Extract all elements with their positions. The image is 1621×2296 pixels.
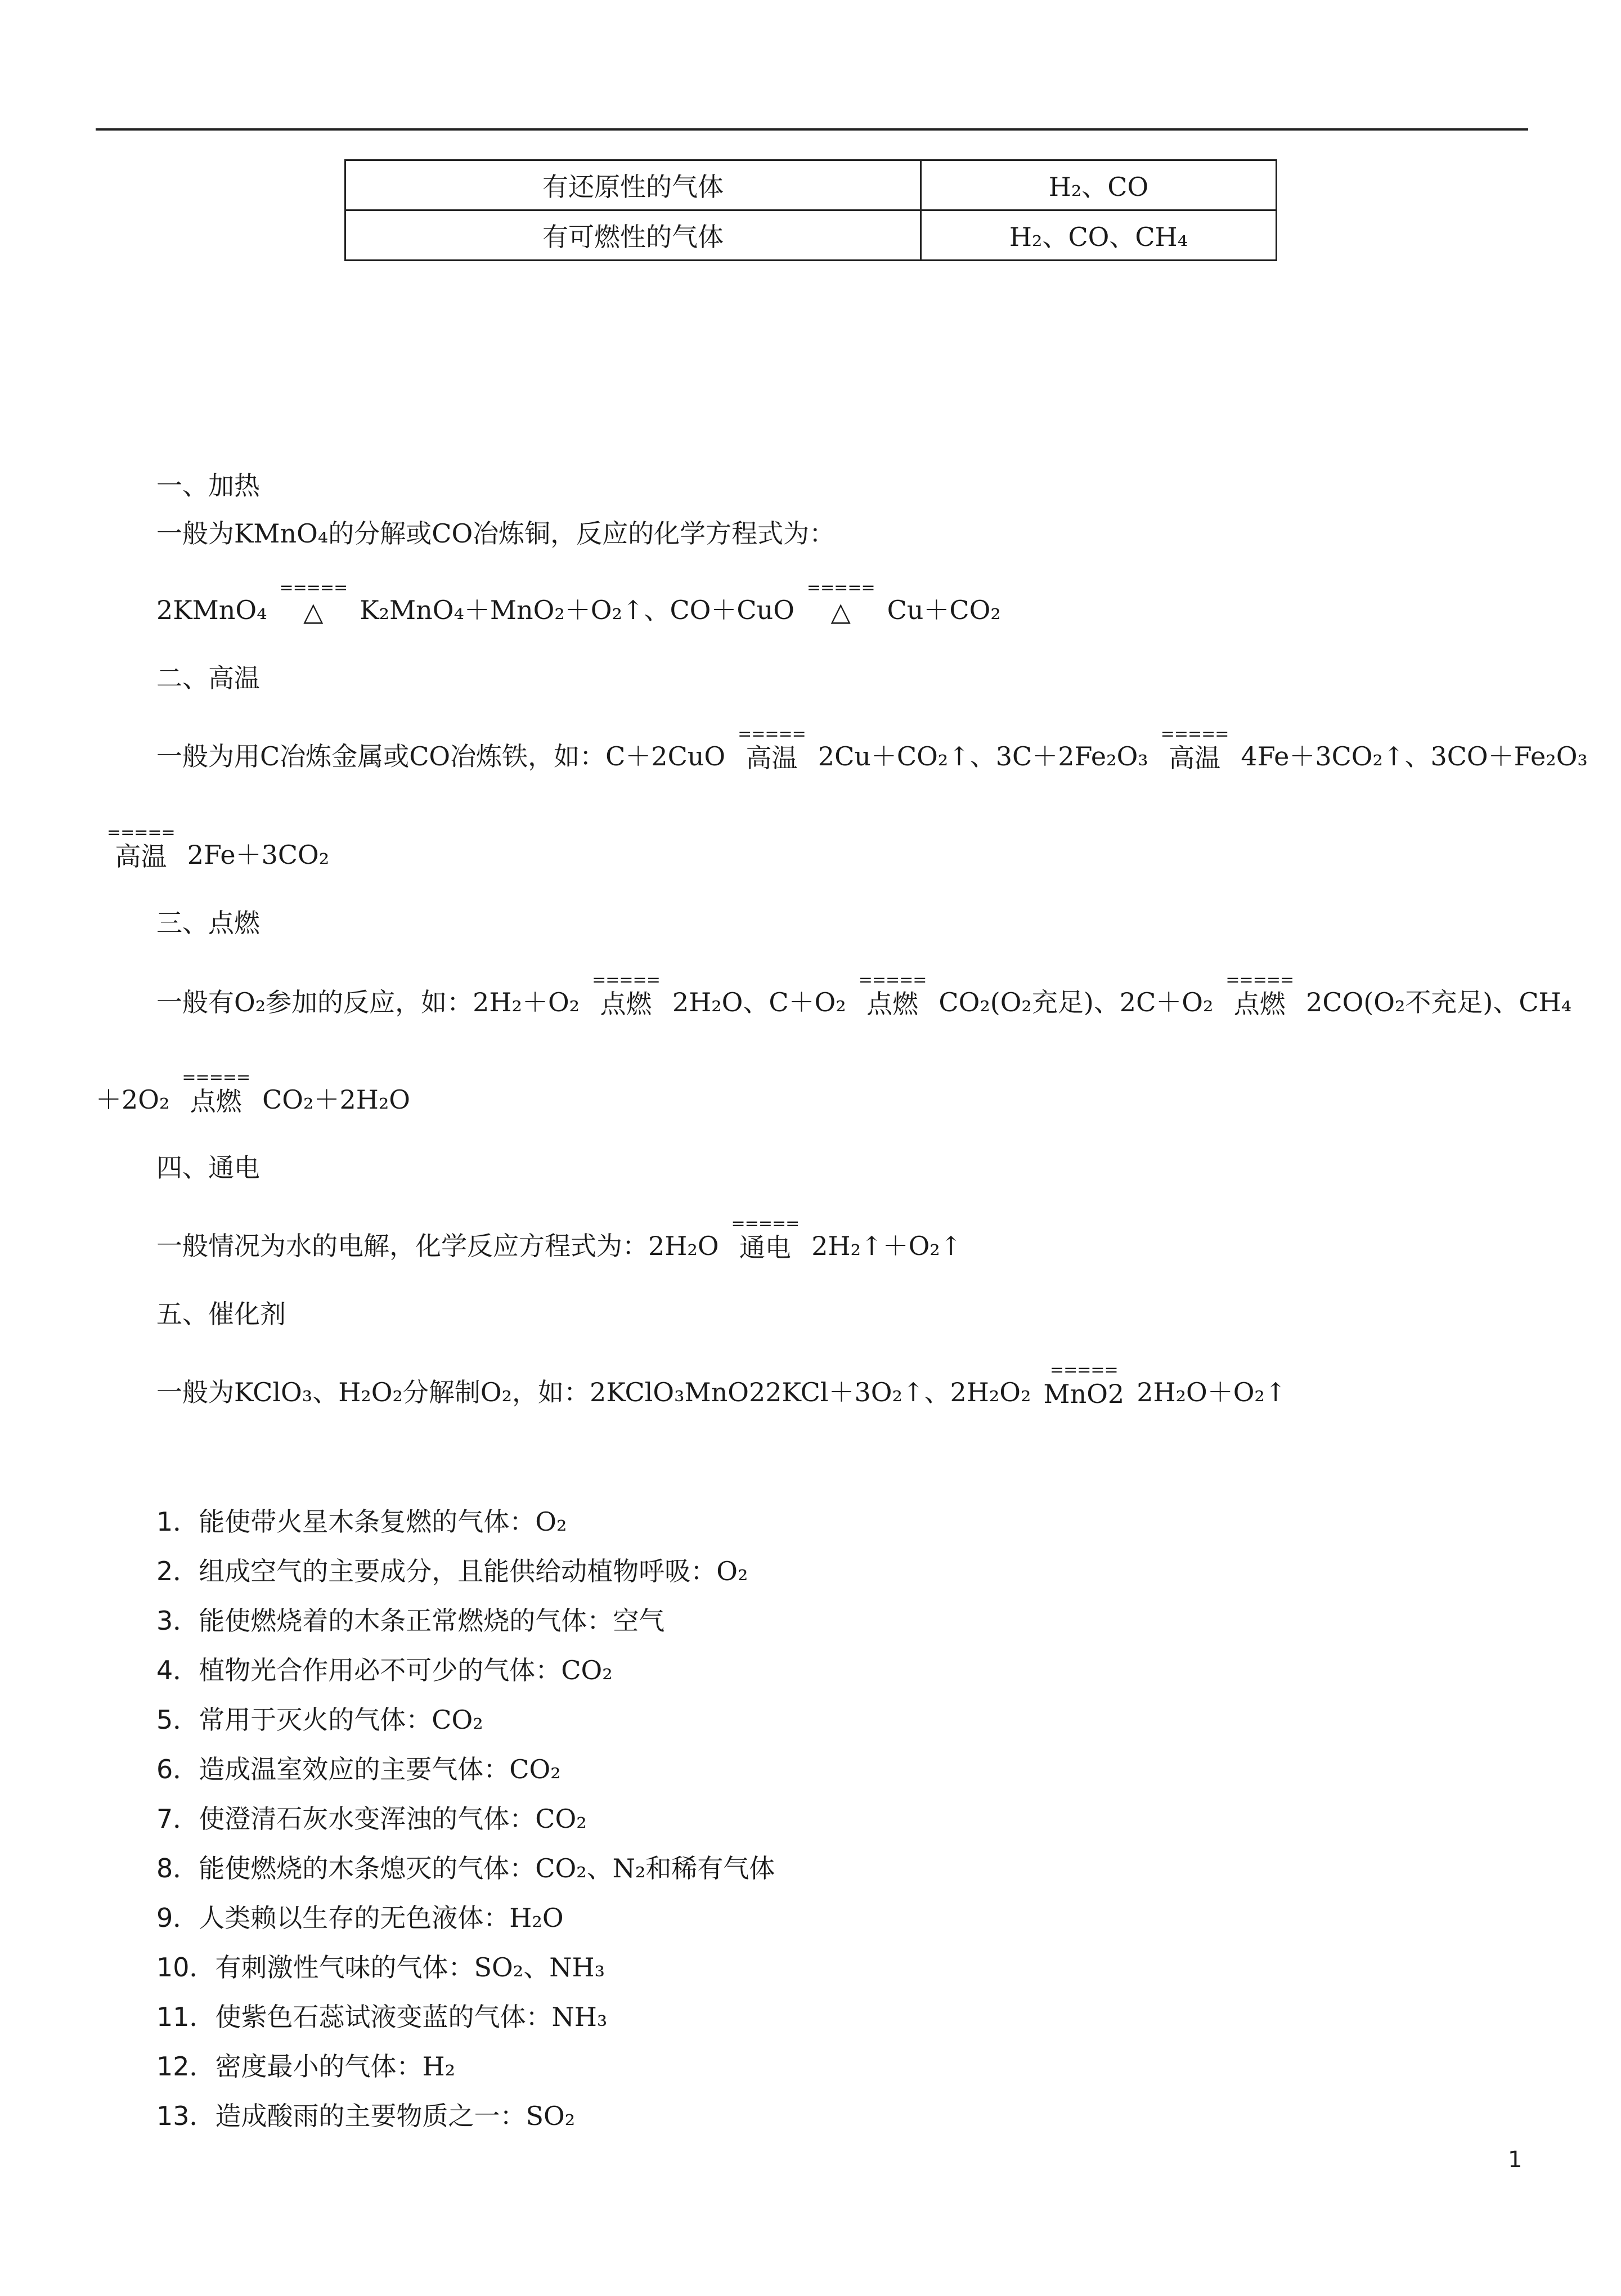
- table-cell-gases: H₂、CO: [921, 160, 1277, 210]
- list-number: 5．: [156, 1705, 199, 1735]
- list-item: [156, 1893, 775, 1943]
- equation-text: 一般为用C冶炼金属或CO冶炼铁，如：C＋2CuO: [156, 741, 726, 772]
- list-number: 9．: [156, 1903, 199, 1933]
- equation-text: 2Fe＋3CO₂: [187, 840, 330, 870]
- reaction-condition: [107, 824, 175, 872]
- section-heading-electrolysis: 四、通电: [156, 1153, 260, 1183]
- equation-text: CO₂(O₂充足)、2C＋O₂: [939, 987, 1214, 1017]
- list-text: 植物光合作用必不可少的气体：CO₂: [199, 1655, 613, 1685]
- equation-text: 2Cu＋CO₂↑、3C＋2Fe₂O₃: [818, 741, 1148, 772]
- equation-text: 2CO(O₂不充足)、CH₄: [1306, 987, 1572, 1017]
- list-item: [156, 1695, 775, 1745]
- equation-bar: =====: [1160, 724, 1229, 744]
- equation-text: CO₂＋2H₂O: [262, 1084, 410, 1115]
- list-number: 2．: [156, 1556, 199, 1586]
- list-item: [156, 1546, 775, 1596]
- page-number: 1: [1508, 2147, 1523, 2173]
- list-number: 1．: [156, 1506, 199, 1537]
- condition-label: 通电: [739, 1232, 791, 1263]
- ignition-equations: [156, 972, 1571, 1019]
- list-item: [156, 2091, 775, 2141]
- condition-label: △: [303, 597, 324, 627]
- list-text: 使澄清石灰水变浑浊的气体：CO₂: [199, 1804, 587, 1834]
- list-text: 造成酸雨的主要物质之一：SO₂: [215, 2101, 576, 2131]
- heating-intro: 一般为KMnO₄的分解或CO冶炼铜，反应的化学方程式为：: [156, 518, 836, 549]
- reaction-condition: [859, 972, 927, 1019]
- equation-text: 2H₂O＋O₂↑: [1137, 1377, 1287, 1407]
- condition-label: 高温: [746, 743, 798, 773]
- reaction-condition: [1161, 726, 1229, 773]
- gas-property-table: [344, 159, 1277, 261]
- reaction-condition: [807, 580, 875, 627]
- list-number: 8．: [156, 1853, 199, 1884]
- equation-bar: =====: [1049, 1360, 1118, 1380]
- equation-bar: =====: [1225, 970, 1294, 990]
- section-heading-high-temp: 二、高温: [156, 663, 260, 693]
- equation-text: K₂MnO₄＋MnO₂＋O₂↑、CO＋CuO: [360, 595, 794, 625]
- list-number: 10．: [156, 1952, 215, 1983]
- reaction-condition: [592, 972, 660, 1019]
- list-text: 使紫色石蕊试液变蓝的气体：NH₃: [215, 2002, 608, 2032]
- condition-label: 点燃: [600, 989, 652, 1019]
- list-item: [156, 1844, 775, 1893]
- gas-facts-list: [156, 1497, 775, 2141]
- reaction-condition: [738, 726, 806, 773]
- equation-text: 2H₂↑＋O₂↑: [811, 1231, 962, 1261]
- equation-text: 一般情况为水的电解，化学反应方程式为：2H₂O: [156, 1231, 719, 1261]
- list-number: 6．: [156, 1754, 199, 1784]
- equation-bar: =====: [592, 970, 660, 990]
- list-item: [156, 1794, 775, 1844]
- equation-text: Cu＋CO₂: [887, 595, 1001, 625]
- list-item: [156, 1943, 775, 1992]
- list-item: [156, 1596, 775, 1645]
- equation-bar: =====: [279, 578, 348, 598]
- equation-bar: =====: [858, 970, 927, 990]
- list-text: 能使带火星木条复燃的气体：O₂: [199, 1506, 567, 1537]
- list-number: 11．: [156, 2002, 215, 2032]
- electrolysis-equation: [156, 1216, 962, 1263]
- list-number: 4．: [156, 1655, 199, 1685]
- reaction-condition: [1225, 972, 1294, 1019]
- ignition-equations-cont: [96, 1069, 410, 1116]
- list-number: 7．: [156, 1804, 199, 1834]
- condition-label: △: [830, 597, 851, 627]
- high-temp-equations: [156, 726, 1588, 773]
- equation-text: 2KMnO₄: [156, 595, 267, 625]
- equation-bar: =====: [107, 823, 175, 842]
- reaction-condition: [1043, 1362, 1124, 1409]
- equation-bar: =====: [738, 724, 806, 744]
- condition-label: MnO2: [1043, 1379, 1125, 1409]
- condition-label: 高温: [1169, 743, 1221, 773]
- table-row: [345, 210, 1277, 261]
- section-heading-ignition: 三、点燃: [156, 908, 260, 938]
- list-text: 组成空气的主要成分，且能供给动植物呼吸：O₂: [199, 1556, 748, 1586]
- condition-label: 点燃: [866, 989, 919, 1019]
- high-temp-equations-cont: [107, 824, 329, 872]
- equation-bar: =====: [731, 1214, 800, 1234]
- list-text: 造成温室效应的主要气体：CO₂: [199, 1754, 561, 1784]
- list-item: [156, 2042, 775, 2091]
- table-cell-property: 有可燃性的气体: [345, 210, 921, 261]
- section-heading-heating: 一、加热: [156, 470, 260, 501]
- reaction-condition: [182, 1069, 250, 1116]
- condition-label: 点燃: [190, 1086, 242, 1116]
- reaction-condition: [280, 580, 348, 627]
- list-text: 人类赖以生存的无色液体：H₂O: [199, 1903, 564, 1933]
- list-number: 12．: [156, 2051, 215, 2082]
- equation-text: ＋2O₂: [96, 1084, 170, 1115]
- list-item: [156, 1992, 775, 2042]
- list-text: 有刺激性气味的气体：SO₂、NH₃: [215, 1952, 605, 1983]
- table-cell-property: 有还原性的气体: [345, 160, 921, 210]
- header-rule: [96, 128, 1528, 131]
- list-number: 3．: [156, 1606, 199, 1636]
- equation-text: 4Fe＋3CO₂↑、3CO＋Fe₂O₃: [1241, 741, 1588, 772]
- condition-label: 点燃: [1233, 989, 1286, 1019]
- list-text: 常用于灭火的气体：CO₂: [199, 1705, 483, 1735]
- table-cell-gases: H₂、CO、CH₄: [921, 210, 1277, 261]
- list-item: [156, 1497, 775, 1546]
- table-row: [345, 160, 1277, 210]
- list-text: 能使燃烧的木条熄灭的气体：CO₂、N₂和稀有气体: [199, 1853, 775, 1884]
- equation-bar: =====: [182, 1068, 250, 1087]
- reaction-condition: [731, 1216, 800, 1263]
- list-number: 13．: [156, 2101, 215, 2131]
- list-item: [156, 1745, 775, 1794]
- list-text: 能使燃烧着的木条正常燃烧的气体：空气: [199, 1606, 665, 1636]
- heating-equations: [156, 580, 1001, 627]
- list-item: [156, 1645, 775, 1695]
- section-heading-catalyst: 五、催化剂: [156, 1299, 286, 1329]
- condition-label: 高温: [115, 841, 167, 872]
- catalyst-equation: [156, 1362, 1286, 1409]
- equation-text: 一般有O₂参加的反应，如：2H₂＋O₂: [156, 987, 580, 1017]
- equation-text: 2H₂O、C＋O₂: [672, 987, 846, 1017]
- equation-bar: =====: [806, 578, 875, 598]
- list-text: 密度最小的气体：H₂: [215, 2051, 456, 2082]
- equation-text: 一般为KClO₃、H₂O₂分解制O₂，如：2KClO₃MnO22KCl＋3O₂↑、2H₂O₂: [156, 1377, 1031, 1407]
